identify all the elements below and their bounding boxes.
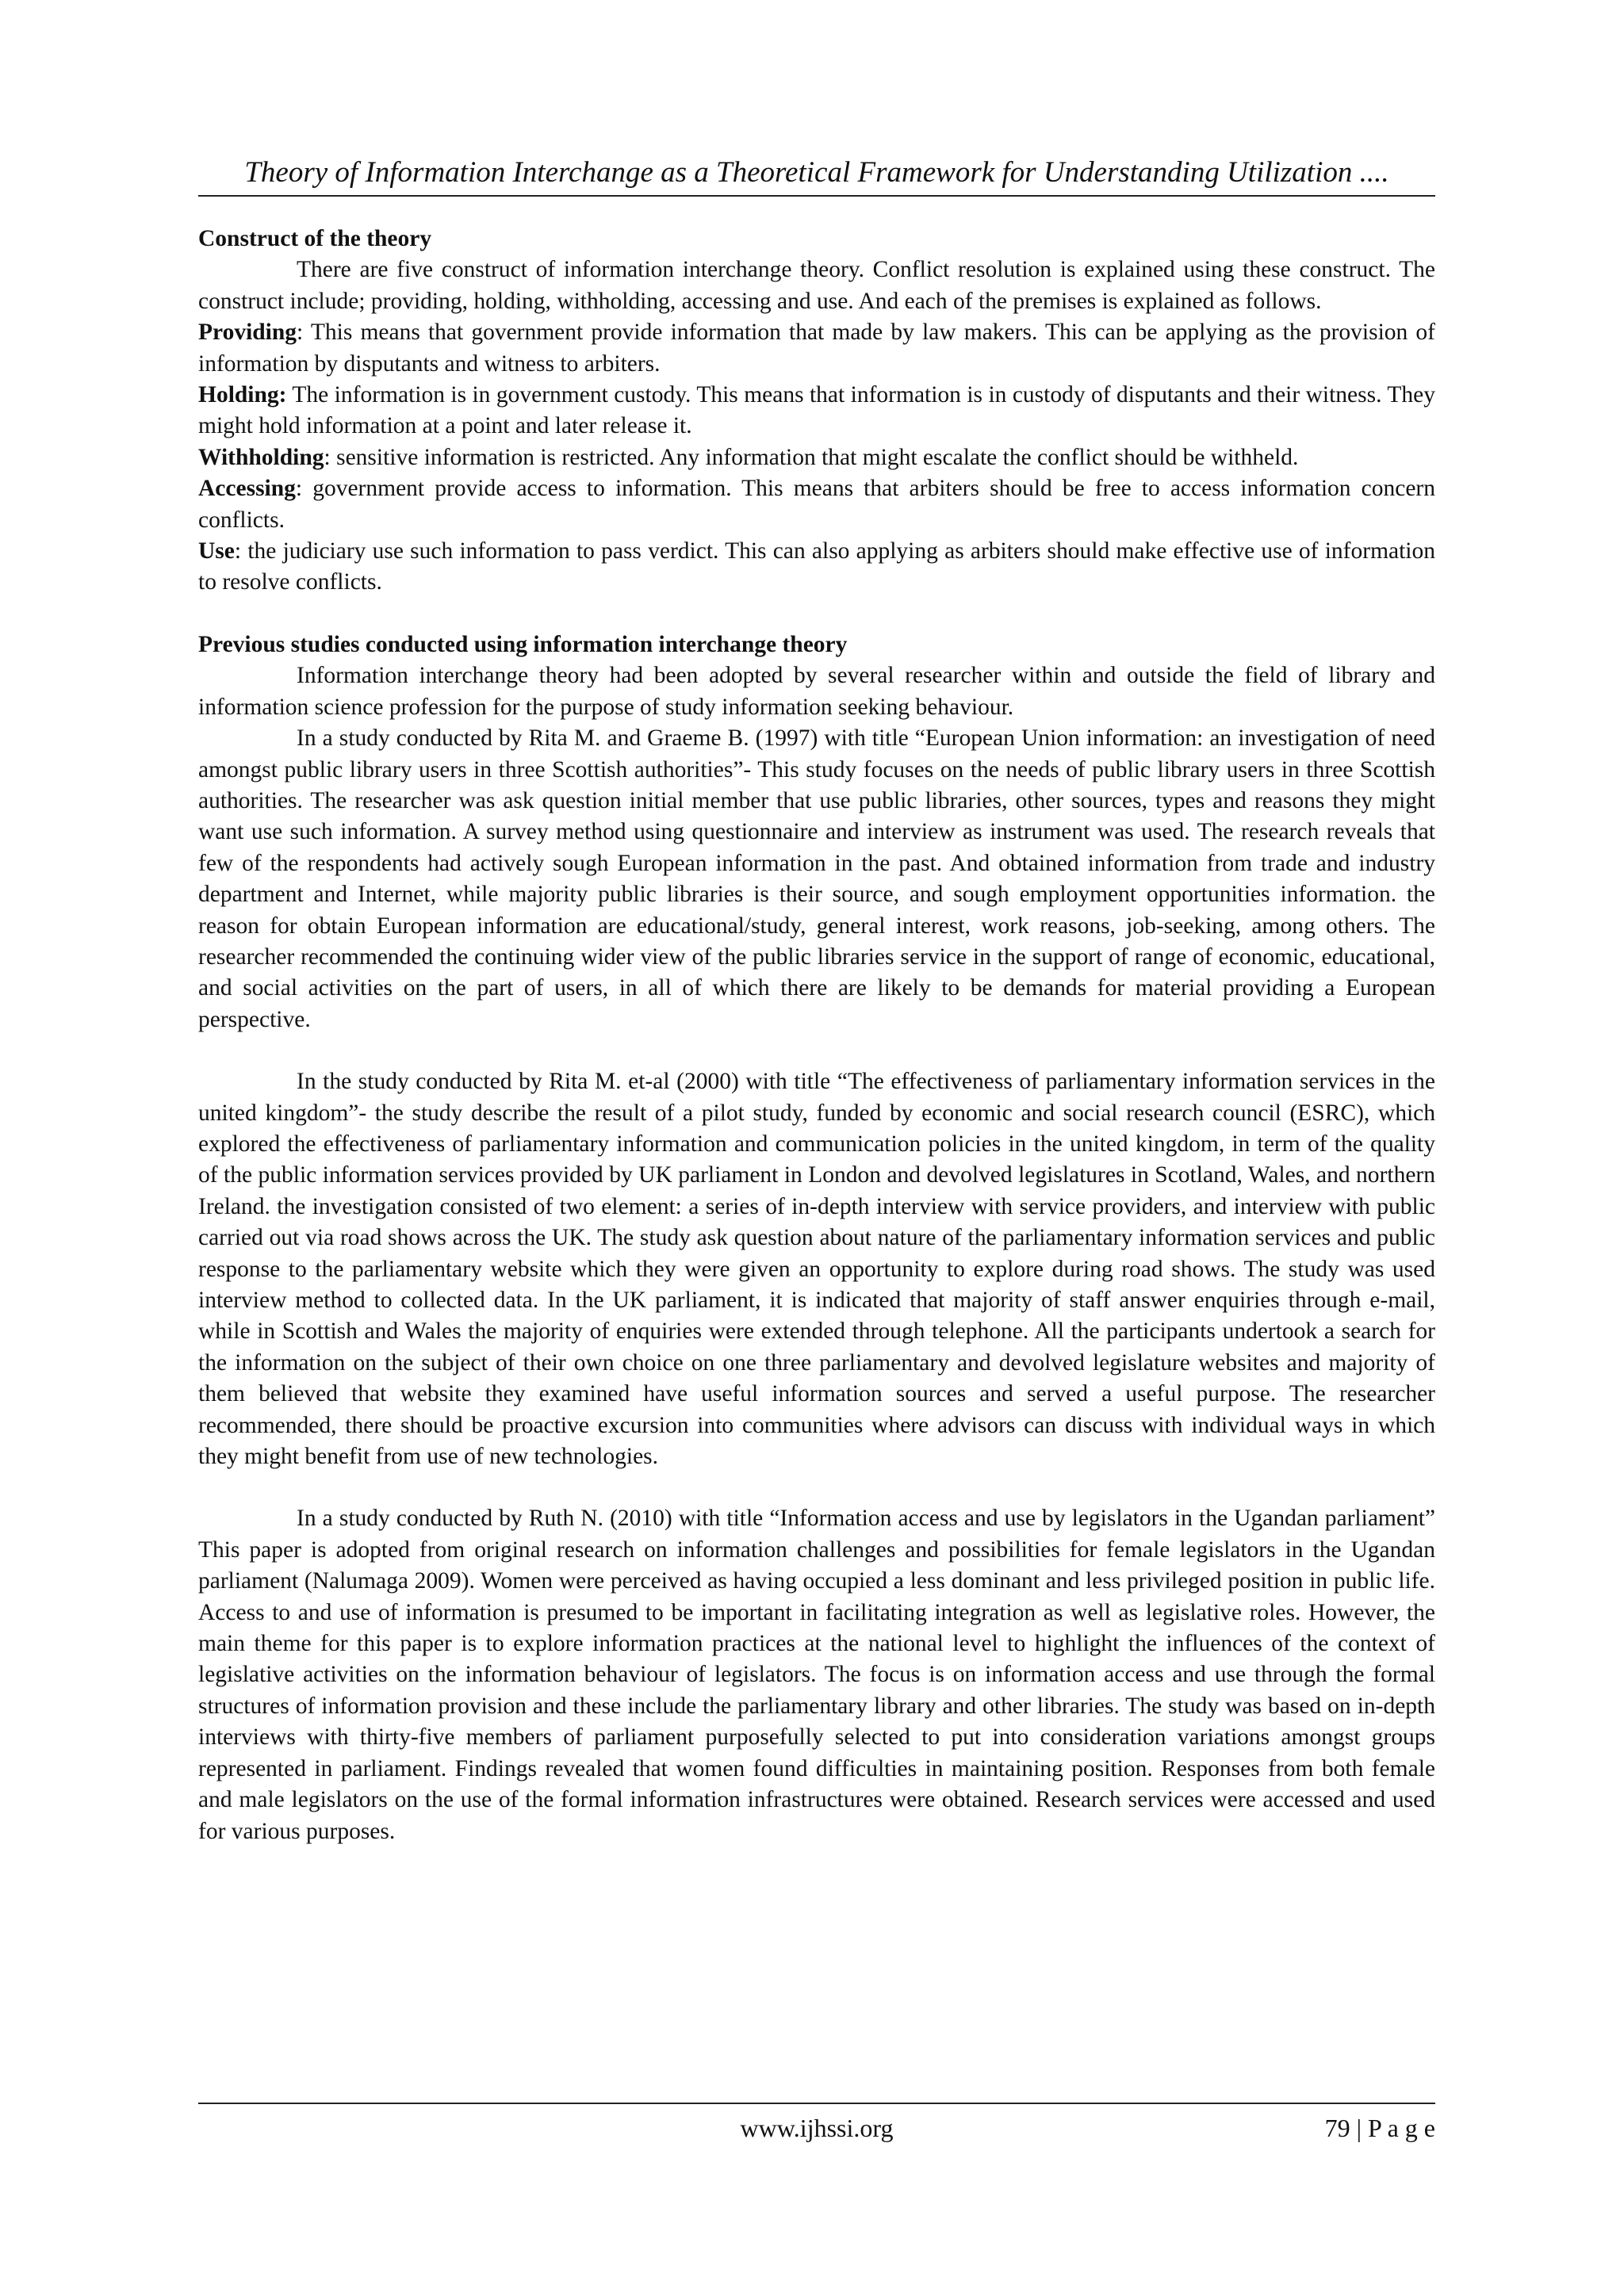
section-heading-previous-studies: Previous studies conducted using information interchange theory [198, 631, 848, 657]
construct-term: Holding: [198, 382, 287, 408]
paragraph-study-2010: In a study conducted by Ruth N. (2010) with title “Information access and use by legislators in the Ugandan parliament” This paper is adopted from original research on information challenges and possibilities for female legislators in the Ugandan parliament (Nalumaga 2009). Women were perceived as having occupied a less dominant and less privileged position in public life. Access to and use of information is presumed to be important in facilitating integration as well as legislative roles. However, the main theme for this paper is to explore information practices at the national level to highlight the influences of the context of legislative activities on the information behaviour of legislators. The focus is on information access and use through the formal structures of information provision and these include the parliamentary library and other libraries. The study was based on in-depth interviews with thirty-five members of parliament purposefully selected to put into consideration variations amongst groups represented in parliament. Findings revealed that women found difficulties in maintaining position. Responses from both female and male legislators on the use of the formal information infrastructures were obtained. Research services were accessed and used for various purposes. [198, 1506, 1435, 1844]
construct-separator: : [295, 476, 313, 502]
document-page [198, 0, 1435, 2296]
construct-separator: : [324, 444, 337, 470]
section-heading-construct: Construct of the theory [198, 226, 432, 251]
paragraph-previous-intro: Information interchange theory had been adopted by several researcher within and outside the field of library and information science profession for the purpose of study information seeking behaviour. [198, 663, 1435, 720]
running-header: Theory of Information Interchange as a Theoretical Framework for Understanding Utilization .... [244, 156, 1389, 189]
paragraph-study-1997: In a study conducted by Rita M. and Graeme B. (1997) with title “European Union information: an investigation of need amongst public library users in three Scottish authorities”- This study focuses on the needs of public library users in three Scottish authorities. The researcher was ask question initial member that use public libraries, other sources, types and reasons they might want use such information. A survey method using questionnaire and interview as instrument was used. The research reveals that few of the respondents had actively sough European information in the past. And obtained information from trade and industry department and Internet, while majority public libraries is their source, and sough employment opportunities information. the reason for obtain European information are educational/study, general interest, work reasons, job-seeking, among others. The researcher recommended the continuing wider view of the public libraries service in the support of range of economic, educational, and social activities on the part of users, in all of which there are likely to be demands for material providing a European perspective. [198, 725, 1435, 1032]
paragraph-construct-intro: There are five construct of information interchange theory. Conflict resolution is explained using these construct. The construct include; providing, holding, withholding, accessing and use. And each of the premises is explained as follows. [198, 257, 1435, 314]
construct-separator: : [297, 320, 311, 346]
construct-term: Use [198, 538, 235, 564]
construct-description: sensitive information is restricted. Any information that might escalate the conflict should be withheld. [336, 444, 1299, 470]
construct-item-accessing [198, 473, 1435, 536]
construct-description: government provide access to information. This means that arbiters should be free to access information concern conflicts. [198, 476, 1435, 533]
construct-item-withholding [198, 442, 1435, 473]
construct-description: The information is in government custody. This means that information is in custody of disputants and their witness. They might hold information at a point and later release it. [198, 382, 1435, 439]
construct-separator: : [234, 538, 248, 564]
footer-rule [198, 2103, 1435, 2104]
construct-term: Withholding [198, 444, 324, 470]
construct-term: Accessing [198, 476, 296, 502]
construct-description: This means that government provide information that made by law makers. This can be applying as the provision of information by disputants and witness to arbiters. [198, 320, 1435, 377]
construct-description: the judiciary use such information to pass verdict. This can also applying as arbiters should make effective use of information to resolve conflicts. [198, 538, 1435, 595]
body-content [198, 224, 1435, 1847]
page-number: 79 | P a g e [1324, 2114, 1435, 2142]
footer-website: www.ijhssi.org [740, 2114, 894, 2142]
construct-item-holding [198, 380, 1435, 442]
header-rule [198, 195, 1435, 197]
construct-item-use [198, 536, 1435, 599]
paragraph-study-2000: In the study conducted by Rita M. et-al (2000) with title “The effectiveness of parliamentary information services in the united kingdom”- the study describe the result of a pilot study, funded by economic and social research council (ESRC), which explored the effectiveness of parliamentary information and communication policies in the united kingdom, in term of the quality of the public information services provided by UK parliament in London and devolved legislatures in Scotland, Wales, and northern Ireland. the investigation consisted of two element: a series of in-depth interview with service providers, and interview with public carried out via road shows across the UK. The study ask question about nature of the parliamentary information services and public response to the parliamentary website which they were given an opportunity to explore during road shows. The study was used interview method to collected data. In the UK parliament, it is indicated that majority of staff answer enquiries through e-mail, while in Scottish and Wales the majority of enquiries were extended through telephone. All the participants undertook a search for the information on the subject of their own choice on one three parliamentary and devolved legislature websites and majority of them believed that website they examined have useful information sources and served a useful purpose. The researcher recommended, there should be proactive excursion into communities where advisors can discuss with individual ways in which they might benefit from use of new technologies. [198, 1069, 1435, 1470]
construct-term: Providing [198, 320, 297, 346]
construct-item-providing [198, 317, 1435, 380]
